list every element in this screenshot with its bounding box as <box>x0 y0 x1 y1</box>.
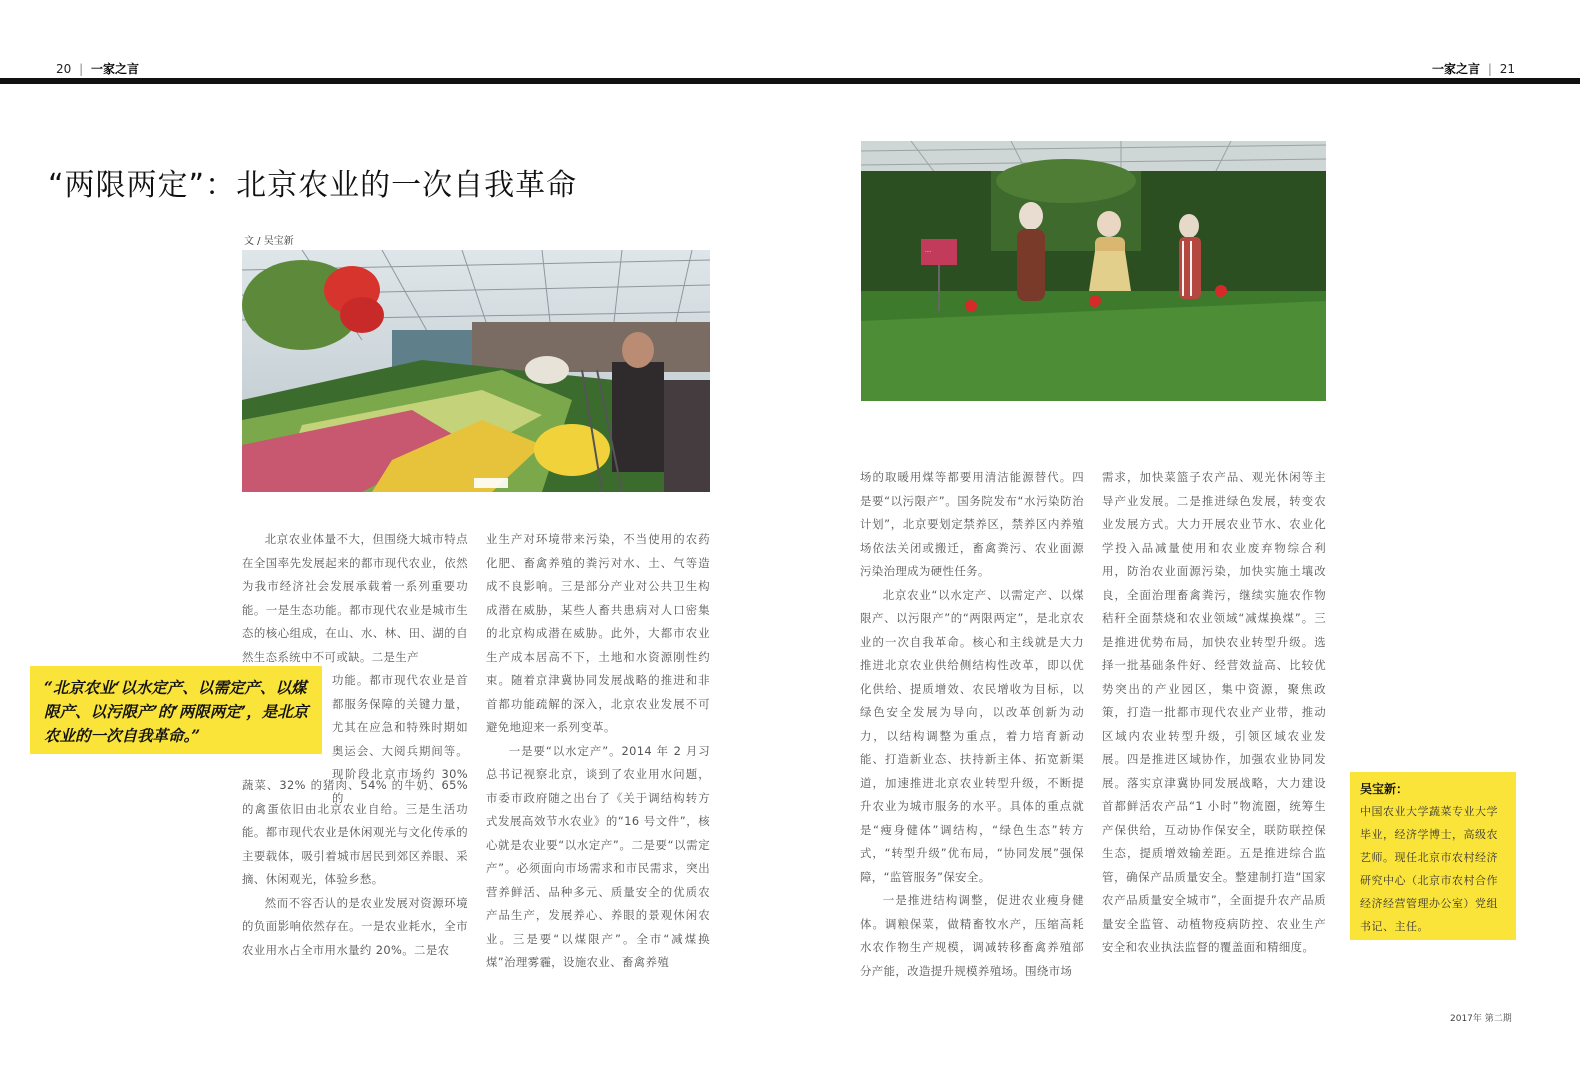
column-3-paragraph-1: 场的取暖用煤等都要用清洁能源替代。四是要“以污限产”。国务院发布“水污染防治计划”，北京要划定禁养区，禁养区内养殖场依法关闭或搬迁，畜禽粪污、农业面源污染治理成为硬性任务。 <box>860 470 1084 578</box>
header-rule <box>0 78 1580 84</box>
column-4 <box>1102 466 1326 960</box>
left-page-header <box>56 60 139 77</box>
pull-quote-text: “北京农业‘以水定产、以需定产、以煤限产、以污限产’的‘两限两定’，是北京农业的一次自我革命。” <box>44 678 309 745</box>
pull-quote-box <box>30 666 322 754</box>
article-title: “两限两定”：北京农业的一次自我革命 <box>48 168 578 203</box>
left-page-number: 20 <box>56 62 72 76</box>
column-3-paragraph-3: 一是推进结构调整，促进农业瘦身健体。调粮保菜，做精畜牧水产，压缩高耗水农作物生产规模，调减转移畜禽养殖部分产能，改造提升规模养殖场。围绕市场 <box>860 893 1084 978</box>
issue-footer: 2017年 第二期 <box>1450 1014 1512 1024</box>
right-section-name: 一家之言 <box>1432 62 1481 76</box>
right-page-number: 21 <box>1499 62 1515 76</box>
column-1-lower <box>242 774 468 962</box>
header-separator: | <box>1487 62 1492 76</box>
column-3-paragraph-2: 北京农业“以水定产、以需定产、以煤限产、以污限产”的“两限两定”，是北京农业的一次自我革命。核心和主线就是大力推进北京农业供给侧结构性改革，即以优化供给、提质增效、农民增收为目标，以绿色安全发展为导向，以改革创新为动力，以结构调整为重点，着力培育新动能、打造新业态、扶持新主体、拓宽新渠道，加速推进北京农业转型升级，不断提升农业为城市服务的水平。具体的重点就是“瘦身健体”调结构，“绿色生态”转方式，“转型升级”优布局，“协同发展”强保障，“监管服务”保安全。 <box>860 587 1084 884</box>
column-2-paragraph-2: 一是要“以水定产”。2014 年 2 月习总书记视察北京，谈到了农业用水问题，市委市政府随之出台了《关于调结构转方式发展高效节水农业》的“16 号文件”，核心就是农业要“以水定产”。二是要“以需定产”。必须面向市场需求和市民需求，突出营养鲜活、品种多元、质量安全的优质农产品生产，发展养心、养眼的景观休闲农业。三是要“以煤限产”。全市“减煤换煤”治理雾霾，设施农业、畜禽养殖 <box>486 743 710 969</box>
author-bio-text: 中国农业大学蔬菜专业大学毕业，经济学博士，高级农艺师。现任北京市农村经济研究中心（北京市农村合作经济经营管理办公室）党组书记、主任。 <box>1360 805 1498 933</box>
column-1-paragraph-2: 然而不容否认的是农业发展对资源环境的负面影响依然存在。一是农业耗水，全市农业用水占全市用水量约 20%。二是农 <box>242 895 468 957</box>
left-section-name: 一家之言 <box>90 62 139 76</box>
author-bio-box <box>1350 772 1516 940</box>
column-2 <box>486 528 710 975</box>
column-1-beside-text: 功能。都市现代农业是首都服务保障的关键力量，尤其在应急和特殊时期如奥运会、大阅兵期间等。现阶段北京市场约 30% 的 <box>332 673 468 805</box>
author-bio-name: 吴宝新： <box>1360 782 1409 796</box>
column-4-paragraph-1: 需求，加快菜篮子农产品、观光休闲等主导产业发展。二是推进绿色发展，转变农业发展方式。大力开展农业节水、农业化学投入品减量使用和农业废弃物综合利用，防治农业面源污染，加快实施土壤改良，全面治理畜禽粪污，继续实施农作物秸秆全面禁烧和农业领域“减煤换煤”。三是推进优势布局，加快农业转型升级。选择一批基础条件好、经营效益高、比较优势突出的产业园区，集中资源，聚焦政策，打造一批都市现代农业产业带，推动区域内农业转型升级，引领区域农业发展。四是推进区域协作，加强农业协同发展。落实京津冀协同发展战略，大力建设首都鲜活农产品“1 小时”物流圈，统筹生产保供给，互动协作保安全，联防联控保生态，提质增效输差距。五是推进综合监管，确保产品质量安全。整建制打造“国家农产品质量安全城市”，全面提升农产品质量安全监管、动植物疫病防控、农业生产安全和农业执法监督的覆盖面和精细度。 <box>1102 470 1326 954</box>
header-separator: | <box>79 62 84 76</box>
greenhouse-exhibit-photo <box>242 250 710 492</box>
right-page-header <box>1432 60 1515 77</box>
column-1-continuation: 蔬菜、32% 的猪肉、54% 的牛奶、65% 的禽蛋依旧由北京农业自给。三是生活功能。都市现代农业是休闲观光与文化传承的主要载体，吸引着城市居民到郊区养眼、采摘、休闲观光，体验乡愁。 <box>242 778 468 886</box>
article-byline: 文 / 吴宝新 <box>244 236 294 247</box>
column-3 <box>860 466 1084 983</box>
photo-sign-text: ···· <box>925 249 932 255</box>
column-1-paragraph-1: 北京农业体量不大，但围绕大城市特点在全国率先发展起来的都市现代农业，依然为我市经济社会发展承载着一系列重要功能。一是生态功能。都市现代农业是城市生态的核心组成，在山、水、林、田、湖的自然生态系统中不可或缺。二是生产 <box>242 532 468 664</box>
garden-sculpture-photo <box>861 141 1326 401</box>
column-1-upper <box>242 528 468 669</box>
column-2-paragraph-1: 业生产对环境带来污染，不当使用的农药化肥、畜禽养殖的粪污对水、土、气等造成不良影响。三是部分产业对公共卫生构成潜在威胁，某些人畜共患病对人口密集的北京构成潜在威胁。此外，大都市农业生产成本居高不下，土地和水资源刚性约束。随着京津冀协同发展战略的推进和非首都功能疏解的深入，北京农业发展不可避免地迎来一系列变革。 <box>486 532 710 734</box>
